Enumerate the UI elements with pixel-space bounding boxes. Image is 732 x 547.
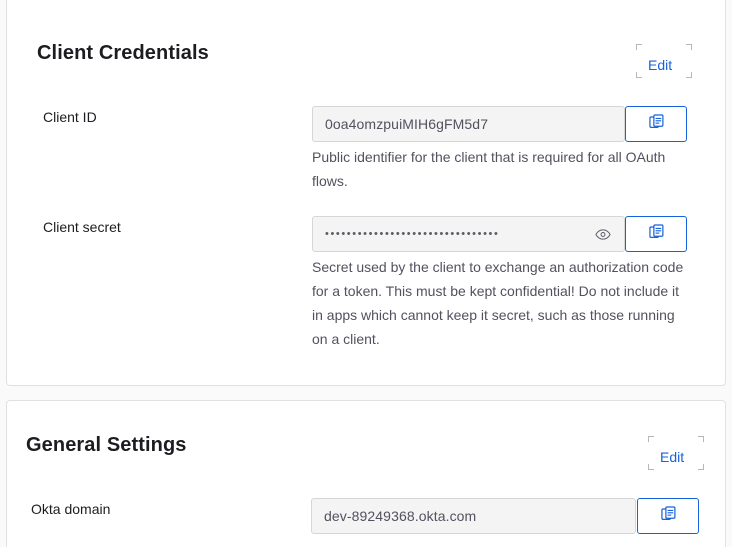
copy-icon (649, 224, 664, 245)
client-id-label: Client ID (43, 109, 97, 125)
client-secret-label: Client secret (43, 219, 121, 235)
copy-icon (649, 114, 664, 135)
client-secret-value: •••••••••••••••••••••••••••••••• (325, 228, 500, 240)
copy-client-id-button[interactable] (625, 106, 687, 142)
edit-general-settings-button[interactable]: Edit (660, 449, 685, 465)
eye-icon[interactable] (594, 225, 612, 243)
client-id-value: 0oa4omzpuiMIH6gFM5d7 (325, 116, 489, 132)
copy-client-secret-button[interactable] (625, 216, 687, 252)
copy-okta-domain-button[interactable] (637, 498, 699, 534)
okta-domain-field[interactable] (311, 498, 636, 534)
okta-domain-value: dev-89249368.okta.com (324, 508, 477, 524)
okta-domain-label: Okta domain (31, 501, 111, 517)
client-credentials-title: Client Credentials (37, 42, 209, 64)
edit-client-credentials-button[interactable]: Edit (648, 57, 673, 73)
client-secret-field[interactable] (312, 216, 625, 252)
copy-icon (661, 506, 676, 527)
client-secret-help-text: Secret used by the client to exchange an authorization code for a token. This must be kept confidential! Do not include it in apps which cannot keep it secret, such as those running on a client. (312, 259, 684, 347)
client-id-field[interactable] (312, 106, 625, 142)
client-id-help-text: Public identifier for the client that is required for all OAuth flows. (312, 149, 666, 189)
general-settings-title: General Settings (26, 434, 187, 456)
